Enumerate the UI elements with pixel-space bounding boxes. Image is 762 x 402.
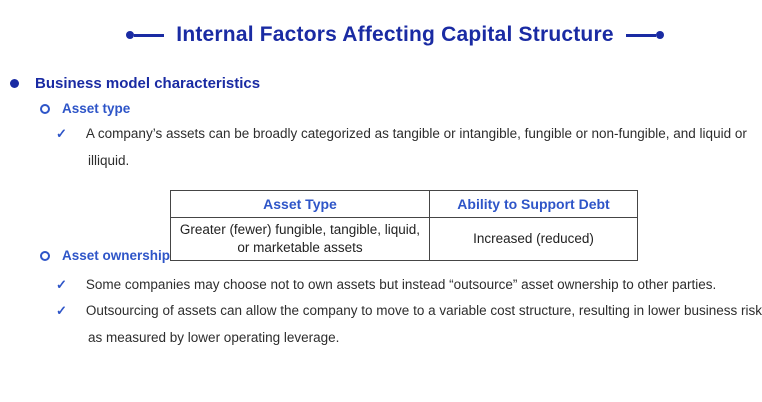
check-icon: ✓	[56, 277, 67, 292]
decoration-line	[134, 34, 164, 37]
table-header-asset-type: Asset Type	[171, 191, 430, 218]
bullet-text-line: Some companies may choose not to own assets but instead “outsource” asset ownership to other parties.	[85, 277, 717, 292]
hollow-bullet-icon	[40, 104, 50, 114]
bullet-point-asset-categories	[56, 125, 747, 143]
page-title: Internal Factors Affecting Capital Structure	[176, 23, 614, 46]
filled-bullet-icon	[10, 79, 19, 88]
subsection-heading-asset-ownership: Asset ownership	[62, 248, 171, 263]
section-heading: Business model characteristics	[35, 75, 261, 92]
table-header-ability-to-support-debt: Ability to Support Debt	[430, 191, 638, 218]
slide-title-row	[28, 19, 762, 51]
table-row	[171, 218, 638, 261]
bullet-text-line: Outsourcing of assets can allow the company to move to a variable cost structure, resulting in lower business risk	[85, 303, 762, 318]
bullet-point-outsource-ownership	[56, 276, 716, 294]
hollow-bullet-icon	[40, 251, 50, 261]
check-icon: ✓	[56, 126, 67, 141]
asset-type-table	[170, 190, 638, 261]
bullet-text-line: illiquid.	[88, 153, 130, 168]
subsection-asset-type	[40, 101, 130, 116]
table-cell-asset-type: Greater (fewer) fungible, tangible, liquid, or marketable assets	[171, 218, 430, 261]
decoration-dot-icon	[656, 31, 664, 39]
subsection-asset-ownership	[40, 248, 170, 263]
table-header-row	[171, 191, 638, 218]
bullet-text-line: A company’s assets can be broadly categorized as tangible or intangible, fungible or non-fungible, and liquid or	[85, 126, 747, 141]
decoration-line	[626, 34, 656, 37]
subsection-heading-asset-type: Asset type	[62, 101, 131, 116]
decoration-dot-icon	[126, 31, 134, 39]
bullet-point-outsourcing-variable-cost	[56, 302, 762, 320]
title-right-decoration	[626, 31, 664, 39]
title-left-decoration	[126, 31, 164, 39]
section-business-model	[10, 75, 260, 92]
table-cell-ability: Increased (reduced)	[430, 218, 638, 261]
check-icon: ✓	[56, 303, 67, 318]
bullet-text-line: as measured by lower operating leverage.	[88, 330, 340, 345]
